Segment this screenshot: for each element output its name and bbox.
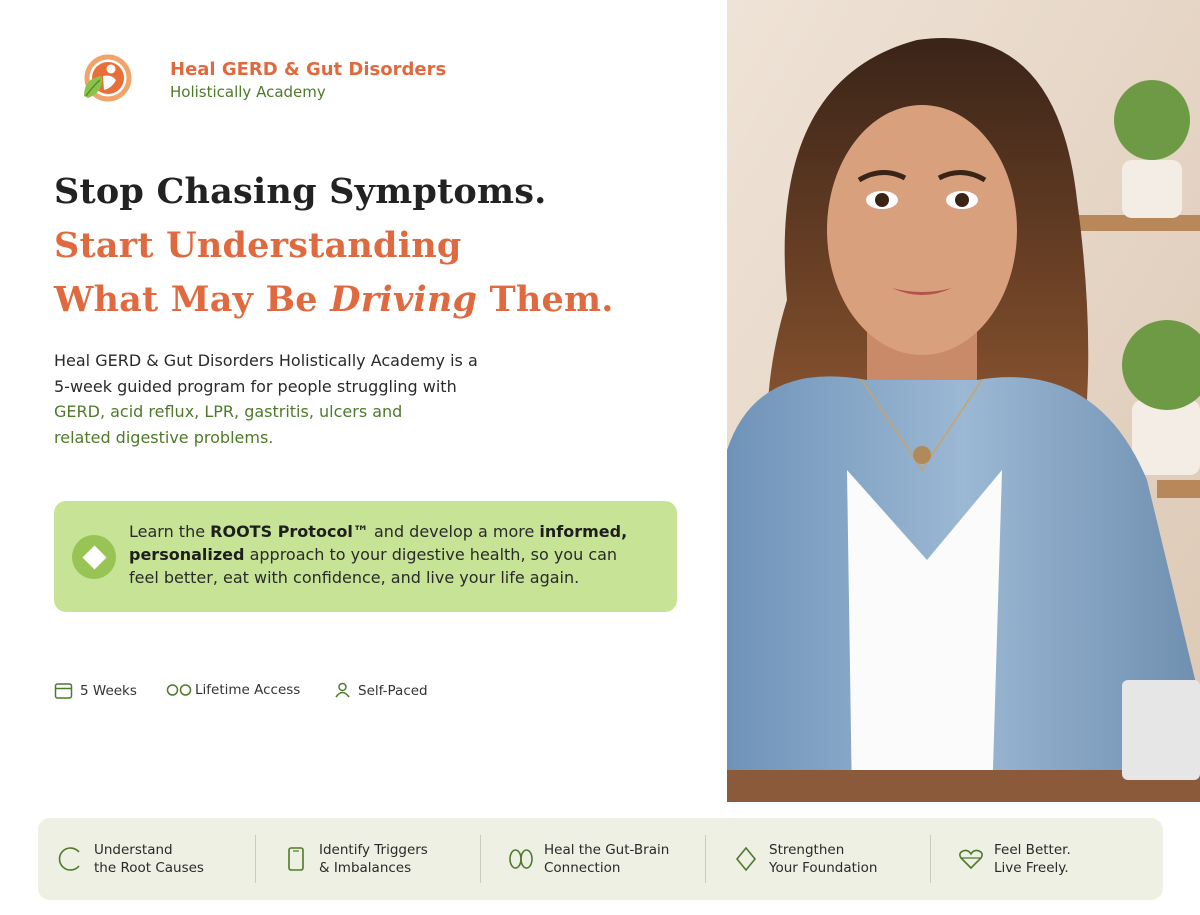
double-oval-icon: [508, 846, 534, 872]
headline-line-3-start: What May Be: [54, 279, 331, 320]
callout-text-3: approach to your digestive health, so you can feel better, eat with confidence, and live your life again.: [129, 545, 618, 587]
pillar-5-line-2: Live Freely.: [994, 860, 1069, 876]
person-icon: [334, 682, 351, 699]
pillars-bar: [38, 818, 1163, 900]
headline-line-3-end: Them.: [477, 279, 614, 320]
meta-pace: [334, 682, 428, 699]
callout-informed: informed,: [539, 522, 628, 541]
pillar-divider: [480, 835, 481, 883]
pillar-triggers: [283, 818, 428, 900]
diamond-icon: [72, 535, 116, 579]
roots-protocol-callout: [54, 501, 677, 612]
description-line-1: Heal GERD & Gut Disorders Holistically Academy is a: [54, 351, 478, 370]
description-line-2: 5-week guided program for people struggling with: [54, 376, 457, 396]
meta-pace-label: Self-Paced: [358, 682, 428, 699]
callout-text: [129, 520, 649, 589]
meta-duration: [54, 682, 137, 700]
pillar-1-line-2: the Root Causes: [94, 860, 204, 876]
meta-duration-label: 5 Weeks: [80, 683, 137, 699]
leaf-person-logo-icon: [78, 52, 134, 108]
diamond-outline-icon: [733, 846, 759, 872]
heart-icon: [958, 846, 984, 872]
headline-line-1: Stop Chasing Symptoms.: [54, 171, 547, 212]
pillar-2-line-1: Identify Triggers: [319, 842, 428, 858]
phone-rectangle-icon: [283, 846, 309, 872]
pillar-4-line-2: Your Foundation: [769, 860, 878, 876]
calendar-icon: [54, 682, 73, 700]
pillar-4-line-1: Strengthen: [769, 842, 845, 858]
brand-subtitle: Holistically Academy: [170, 82, 326, 101]
pillar-divider: [930, 835, 931, 883]
headline-line-3: [54, 273, 614, 327]
description-line-3: GERD, acid reflux, LPR, gastritis, ulcers and: [54, 402, 403, 421]
program-description: [54, 348, 484, 450]
hero-headline: [54, 165, 614, 327]
meta-access-label: Lifetime Access: [195, 682, 301, 698]
pillar-3-line-1: Heal the Gut-Brain: [544, 842, 670, 858]
callout-personalized: personalized: [129, 545, 245, 564]
pillar-foundation: [733, 818, 877, 900]
infinity-icon: [166, 683, 192, 697]
brand-header: [78, 52, 446, 108]
meta-access: [166, 682, 300, 698]
pillar-1-line-1: Understand: [94, 842, 173, 858]
callout-roots-protocol: ROOTS Protocol™: [210, 522, 369, 541]
callout-text-2: and develop a more: [368, 522, 540, 541]
headline-line-2: Start Understanding: [54, 225, 462, 266]
pillar-gut-brain: [508, 818, 669, 900]
callout-text-1: Learn the: [129, 522, 211, 541]
pillar-2-line-2: & Imbalances: [319, 860, 412, 876]
pillar-divider: [705, 835, 706, 883]
portrait-photo: [727, 0, 1200, 802]
pillar-5-line-1: Feel Better.: [994, 842, 1071, 858]
circle-arc-icon: [58, 846, 84, 872]
description-line-4: related digestive problems.: [54, 427, 274, 447]
pillar-divider: [255, 835, 256, 883]
pillar-3-line-2: Connection: [544, 860, 621, 876]
brand-title: Heal GERD & Gut Disorders: [170, 59, 447, 81]
headline-emphasis: Driving: [330, 279, 478, 320]
woman-portrait-illustration: [727, 0, 1200, 802]
pillar-root-causes: [58, 818, 204, 900]
pillar-feel-better: [958, 818, 1071, 900]
